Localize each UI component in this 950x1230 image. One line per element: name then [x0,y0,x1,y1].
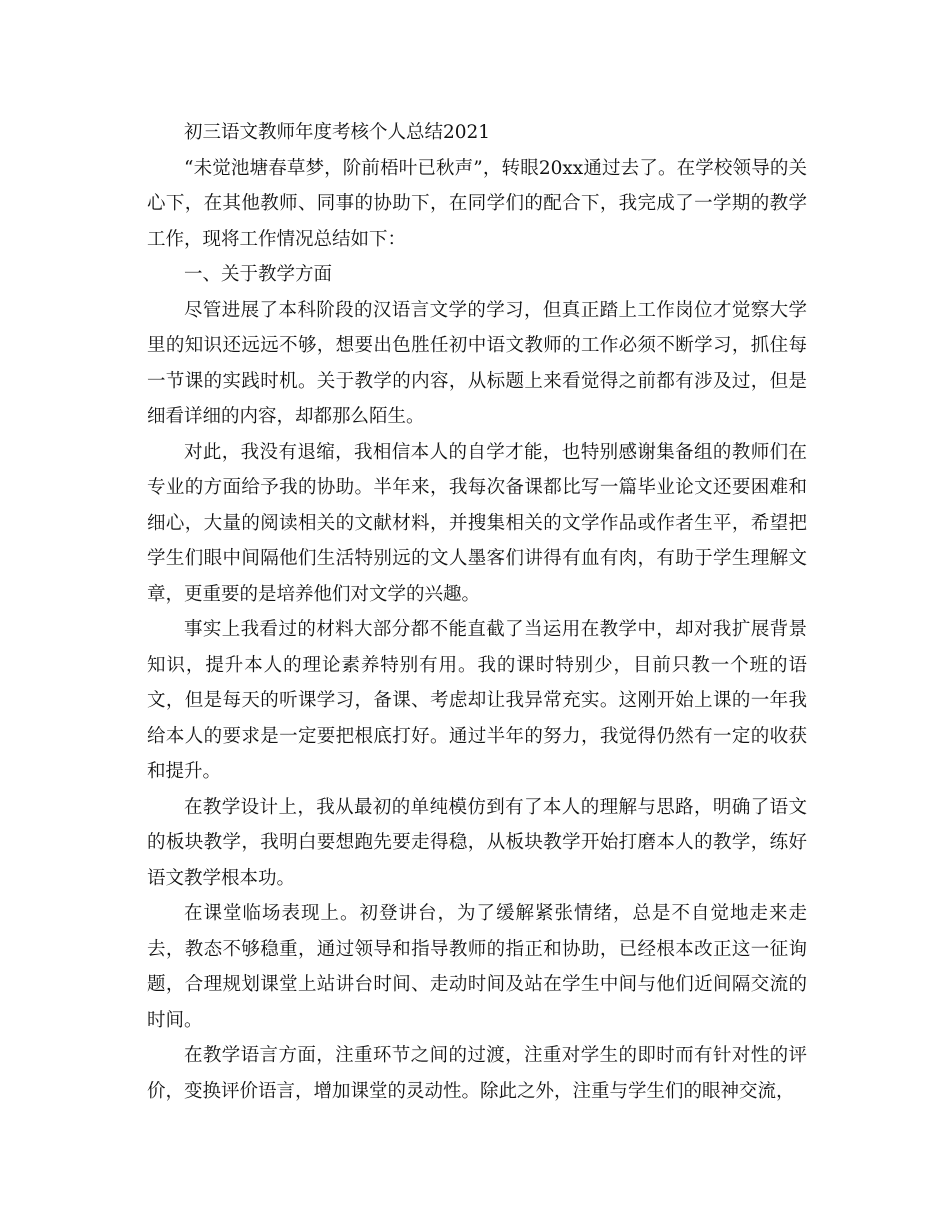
paragraph-classroom-performance: 在课堂临场表现上。初登讲台，为了缓解紧张情绪，总是不自觉地走来走去，教态不够稳重，通过领导和指导教师的指正和协助，已经根本改正这一征询题，合理规划课堂上站讲台时间、走动时间及站在学生中间与他们近间隔交流的时间。 [147,903,807,1031]
paragraph-self-learning: 对此，我没有退缩，我相信本人的自学才能，也特别感谢集备组的教师们在专业的方面给予我的协助。半年来，我每次备课都比写一篇毕业论文还要困难和细心，大量的阅读相关的文献材料，并搜集相关的文学作品或作者生平，希望把学生们眼中间隔他们生活特别远的文人墨客们讲得有血有肉，有助于学生理解文章，更重要的是培养他们对文学的兴趣。 [147,441,807,605]
document-body [147,115,807,1109]
paragraph-materials: 事实上我看过的材料大部分都不能直截了当运用在教学中，却对我扩展背景知识，提升本人的理论素养特别有用。我的课时特别少，目前只教一个班的语文，但是每天的听课学习，备课、考虑却让我异常充实。这刚开始上课的一年我给本人的要求是一定要把根底打好。通过半年的努力，我觉得仍然有一定的收获和提升。 [147,619,807,782]
paragraph-teaching-language: 在教学语言方面，注重环节之间的过渡，注重对学生的即时而有针对性的评价，变换评价语言，增加课堂的灵动性。除此之外，注重与学生们的眼神交流， [147,1045,807,1102]
paragraph-teaching-design: 在教学设计上，我从最初的单纯模仿到有了本人的理解与思路，明确了语文的板块教学，我明白要想跑先要走得稳，从板块教学开始打磨本人的教学，练好语文教学根本功。 [147,796,807,889]
section-heading-teaching: 一、关于教学方面 [184,264,333,285]
document-title: 初三语文教师年度考核个人总结2021 [184,122,491,143]
paragraph-study: 尽管进展了本科阶段的汉语言文学的学习，但真正踏上工作岗位才觉察大学里的知识还远远不够，想要出色胜任初中语文教师的工作必须不断学习，抓住每一节课的实践时机。关于教学的内容，从标题上来看觉得之前都有涉及过，但是细看详细的内容，却都那么陌生。 [147,299,807,427]
paragraph-intro: “未觉池塘春草梦，阶前梧叶已秋声”，转眼20xx通过去了。在学校领导的关心下，在其他教师、同事的协助下，在同学们的配合下，我完成了一学期的教学工作，现将工作情况总结如下： [147,157,807,250]
